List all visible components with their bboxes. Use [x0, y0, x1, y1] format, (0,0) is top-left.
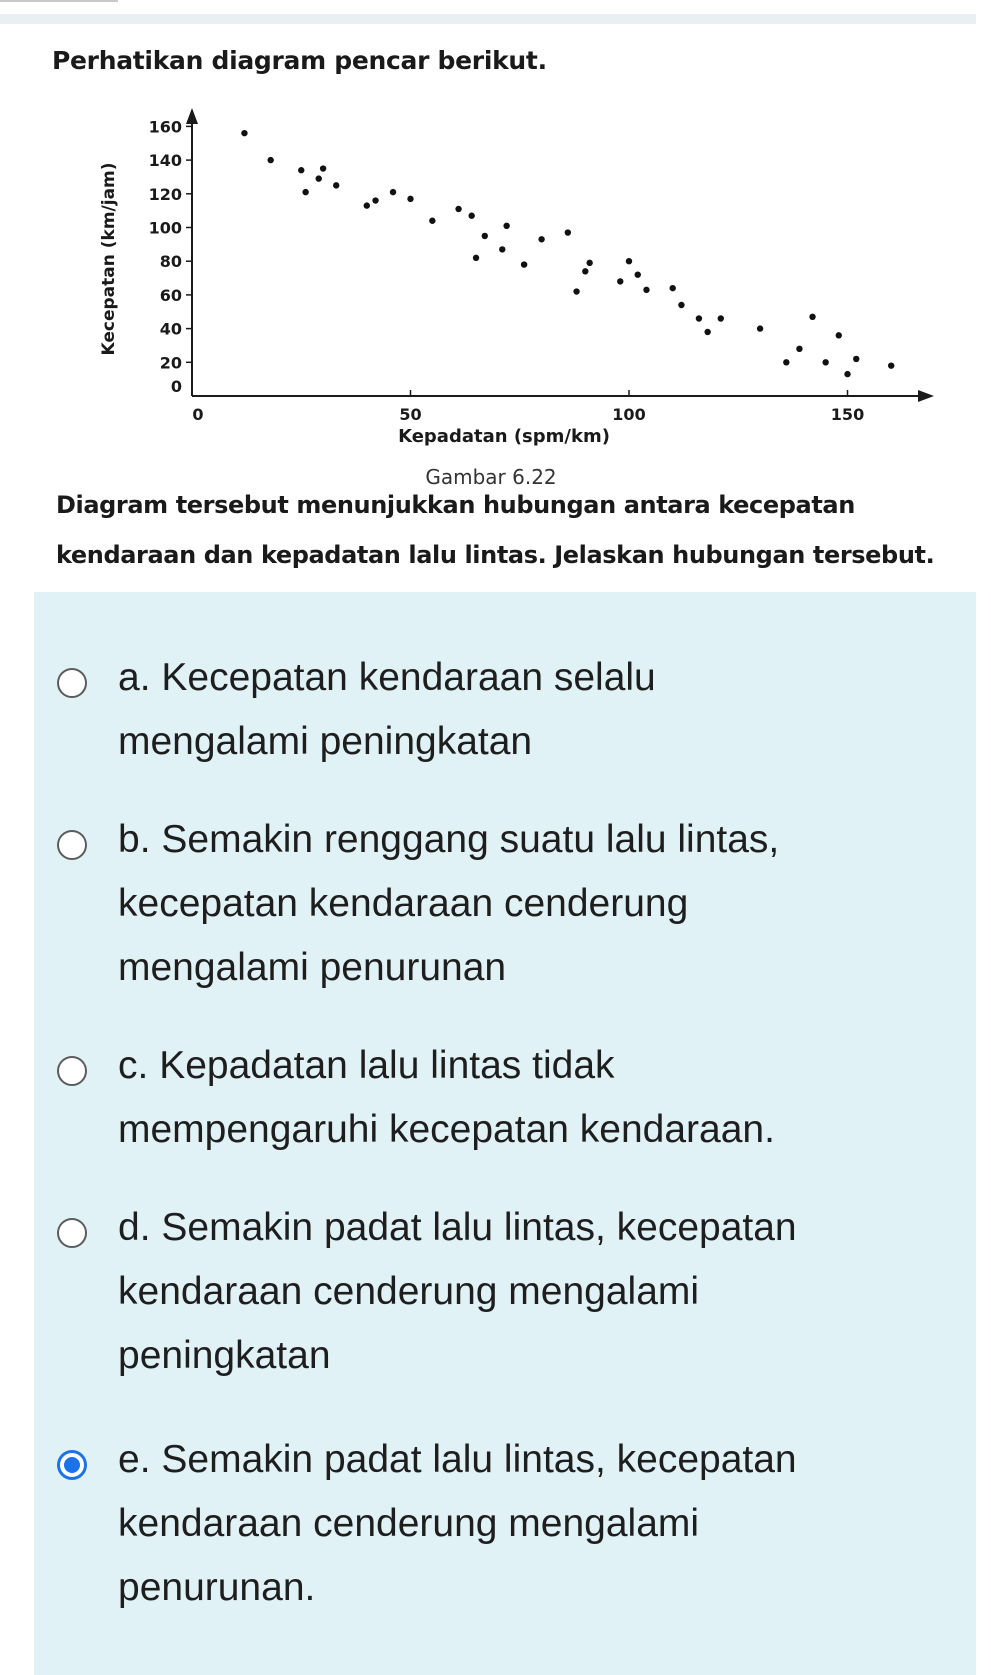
chart-y-tick-label: 140	[148, 151, 182, 171]
chart-y-tick-label: 40	[159, 319, 182, 339]
figure-caption: Gambar 6.22	[425, 465, 557, 489]
top-divider-dark	[0, 0, 118, 2]
option-e[interactable]	[34, 1408, 976, 1609]
question-body: Diagram tersebut menunjukkan hubungan antara kecepatan kendaraan dan kepadatan lalu lintas. Jelaskan hubungan tersebut.	[56, 491, 935, 569]
question-intro: Perhatikan diagram pencar berikut.	[52, 46, 547, 75]
chart-point	[521, 261, 527, 267]
option-c-radio[interactable]	[57, 1056, 87, 1086]
chart-point	[565, 229, 571, 235]
chart-point	[635, 271, 641, 277]
chart-point	[844, 371, 850, 377]
option-d-text[interactable]: d. Semakin padat lalu lintas, kecepatan kendaraan cenderung mengalami peningkatan	[118, 1206, 797, 1377]
chart-point	[718, 315, 724, 321]
chart-point	[455, 206, 461, 212]
option-a-radio[interactable]	[57, 668, 87, 698]
chart-point	[678, 302, 684, 308]
chart-y-axis-arrow	[186, 108, 198, 124]
question-card	[34, 24, 976, 592]
chart-point	[796, 346, 802, 352]
chart-point	[783, 359, 789, 365]
chart-y-tick-label: 80	[159, 252, 182, 272]
chart-point	[822, 359, 828, 365]
chart-point	[696, 315, 702, 321]
chart-x-tick-label: 0	[192, 405, 204, 424]
chart-point	[468, 213, 474, 219]
option-c[interactable]	[34, 1014, 976, 1151]
chart-point	[267, 157, 273, 163]
option-e-radio[interactable]	[57, 1450, 87, 1480]
chart-y-tick-label: 100	[148, 218, 182, 238]
chart-point	[626, 258, 632, 264]
chart-point	[757, 325, 763, 331]
option-d[interactable]	[34, 1176, 976, 1377]
option-d-radio[interactable]	[57, 1218, 87, 1248]
chart-point	[390, 189, 396, 195]
chart-point	[429, 218, 435, 224]
chart-point	[298, 167, 304, 173]
chart-y-tick-label: 120	[148, 184, 182, 204]
chart-point	[473, 255, 479, 261]
chart-point	[617, 278, 623, 284]
option-a-text[interactable]: a. Kecepatan kendaraan selalu mengalami peningkatan	[118, 656, 656, 763]
chart-x-axis-label: Kepadatan (spm/km)	[398, 426, 610, 447]
chart-point	[582, 268, 588, 274]
chart-point	[316, 175, 322, 181]
option-b-radio[interactable]	[57, 830, 87, 860]
chart-point	[241, 130, 247, 136]
chart-point	[853, 356, 859, 362]
option-c-text[interactable]: c. Kepadatan lalu lintas tidak mempengaruhi kecepatan kendaraan.	[118, 1044, 775, 1151]
chart-y-tick-label: 20	[159, 353, 182, 373]
top-divider	[0, 14, 976, 24]
chart-point	[836, 332, 842, 338]
chart-point	[372, 197, 378, 203]
chart-point	[643, 287, 649, 293]
chart-point	[333, 182, 339, 188]
option-a[interactable]	[34, 626, 976, 763]
chart-point	[503, 223, 509, 229]
option-b[interactable]	[34, 788, 976, 989]
chart-x-tick-label: 50	[399, 405, 422, 424]
chart-y-tick-label: 60	[159, 285, 182, 305]
chart-point	[586, 260, 592, 266]
chart-point	[482, 233, 488, 239]
chart-point	[320, 165, 326, 171]
chart-point	[670, 285, 676, 291]
chart-point	[538, 236, 544, 242]
chart-y-tick-label: 0	[170, 377, 182, 396]
chart-point	[364, 202, 370, 208]
scatter-chart	[34, 94, 974, 489]
chart-x-tick-label: 100	[612, 405, 646, 424]
chart-point	[573, 288, 579, 294]
chart-point	[888, 362, 894, 368]
chart-x-axis-arrow	[918, 390, 934, 402]
chart-point	[499, 246, 505, 252]
option-e-text[interactable]: e. Semakin padat lalu lintas, kecepatan kendaraan cenderung mengalami penurunan.	[118, 1438, 797, 1609]
chart-point	[809, 314, 815, 320]
chart-point	[407, 196, 413, 202]
chart-y-tick-label: 160	[148, 117, 182, 137]
chart-point	[302, 189, 308, 195]
option-b-text[interactable]: b. Semakin renggang suatu lalu lintas, kecepatan kendaraan cenderung mengalami penurunan	[118, 818, 780, 989]
answers-panel	[34, 592, 976, 1675]
chart-x-tick-label: 150	[830, 405, 865, 424]
chart-point	[704, 329, 710, 335]
chart-y-axis-label: Kecepatan (km/jam)	[99, 162, 119, 356]
